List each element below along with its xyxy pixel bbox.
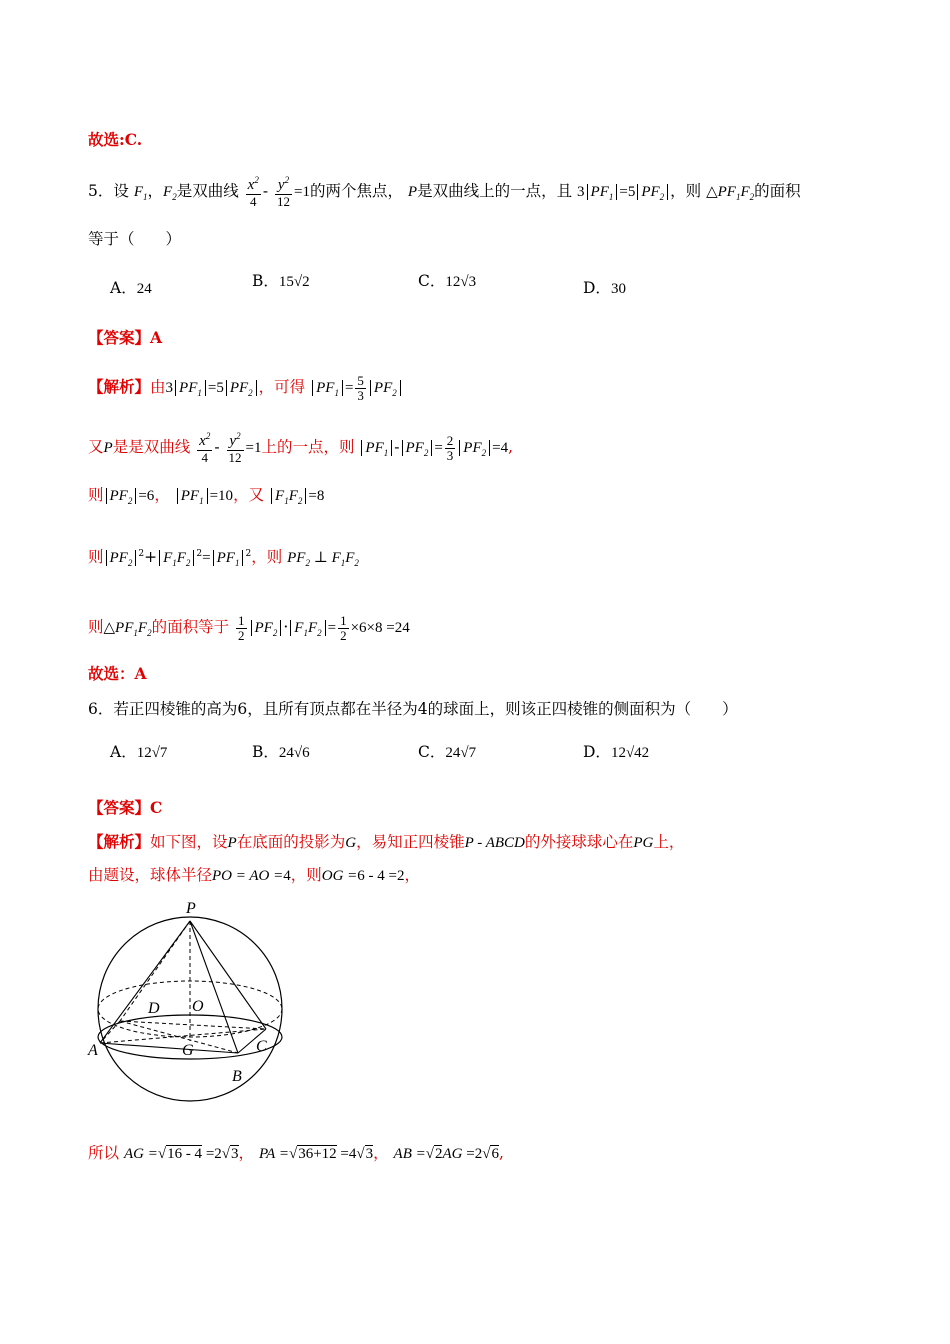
label-p: P <box>186 900 196 917</box>
q5-option-a[interactable]: A．24 <box>110 279 152 297</box>
label-a: A <box>88 1042 98 1059</box>
prev-conclusion: 故选:C. <box>88 130 143 149</box>
label-d: D <box>148 1000 160 1017</box>
q5-option-b[interactable]: B．15√2 <box>252 272 310 290</box>
q5-analysis-line5: 则$\triangle PF_1F_2$的面积等于 $\frac{1}{2}$ $PF_2 \cdot F_1F_2$ = $\frac{1}{2}$ ×6×8 =24 <box>88 613 410 643</box>
q6-option-a[interactable]: A．12√7 <box>110 743 168 761</box>
q6-option-b[interactable]: B．24√6 <box>252 743 310 761</box>
q5-option-d[interactable]: D．30 <box>583 279 626 297</box>
q6-option-c[interactable]: C．24√7 <box>418 743 477 761</box>
q5-conclusion: 故选：A <box>88 664 147 683</box>
q6-stem: 6．若正四棱锥的高为6，且所有顶点都在半径为4的球面上，则该正四棱锥的侧面积为（ ） <box>88 700 738 718</box>
label-b: B <box>232 1068 242 1085</box>
label-g: G <box>182 1042 194 1059</box>
q5-answer: 【答案】A <box>88 328 163 347</box>
q6-analysis-line2: 由题设，球体半径PO = AO =4，则OG =6 - 4 =2， <box>88 866 421 884</box>
q6-answer: 【答案】C <box>88 798 163 817</box>
q6-analysis-line3: 所以 AG =√16 - 4 =2√3， PA =√36+12 =4√3， AB =√2AG =2√6, <box>88 1144 504 1162</box>
q5-option-c[interactable]: C．12√3 <box>418 272 477 290</box>
q6-analysis-line1: 【解析】如下图，设P在底面的投影为G，易知正四棱锥P - ABCD的外接球球心在PG上， <box>88 832 685 851</box>
q5-analysis-line3: 则 $PF_2 =6$， $PF_1 =10$，又 $F_1F_2 =8$ <box>88 486 325 506</box>
q5-analysis-line2: 又P是是双曲线 $\frac{x^2}{4}$ - $\frac{y^2}{12}$ =1上的一点，则 $PF_1 - PF_2$ = $\frac{2}{3}$ $PF_2 =4$, <box>88 431 514 465</box>
sphere-pyramid-figure <box>82 893 292 1103</box>
q5-stem-line2: 等于（ ） <box>88 230 182 248</box>
label-c: C <box>256 1038 267 1055</box>
label-o: O <box>192 998 204 1015</box>
q6-option-d[interactable]: D．12√42 <box>583 743 650 761</box>
q5-analysis-line1: 【解析】由3 $PF_1 =5$ $PF_2$ ，可得 $PF_1$ = $\frac{5}{3}$ $PF_2$ <box>88 374 403 402</box>
q5-analysis-line4: 则 $PF_2^2+ F_1F_2^2= PF_1^2$，则 $PF_2$ ⊥ $F_1F_2$ <box>88 548 359 569</box>
pyramid-edges <box>100 921 266 1053</box>
pyramid-hidden-edges <box>100 921 266 1053</box>
q5-stem-line1: 5．设 $F_1$，$F_2$是双曲线 $\frac{x^2}{4}$ - $\frac{y^2}{12}$ =1的两个焦点， P是双曲线上的一点，且 3 $PF_1 =5$ $PF_2$ ，则 $\triangle PF_1F_2$的面积 <box>88 175 801 209</box>
